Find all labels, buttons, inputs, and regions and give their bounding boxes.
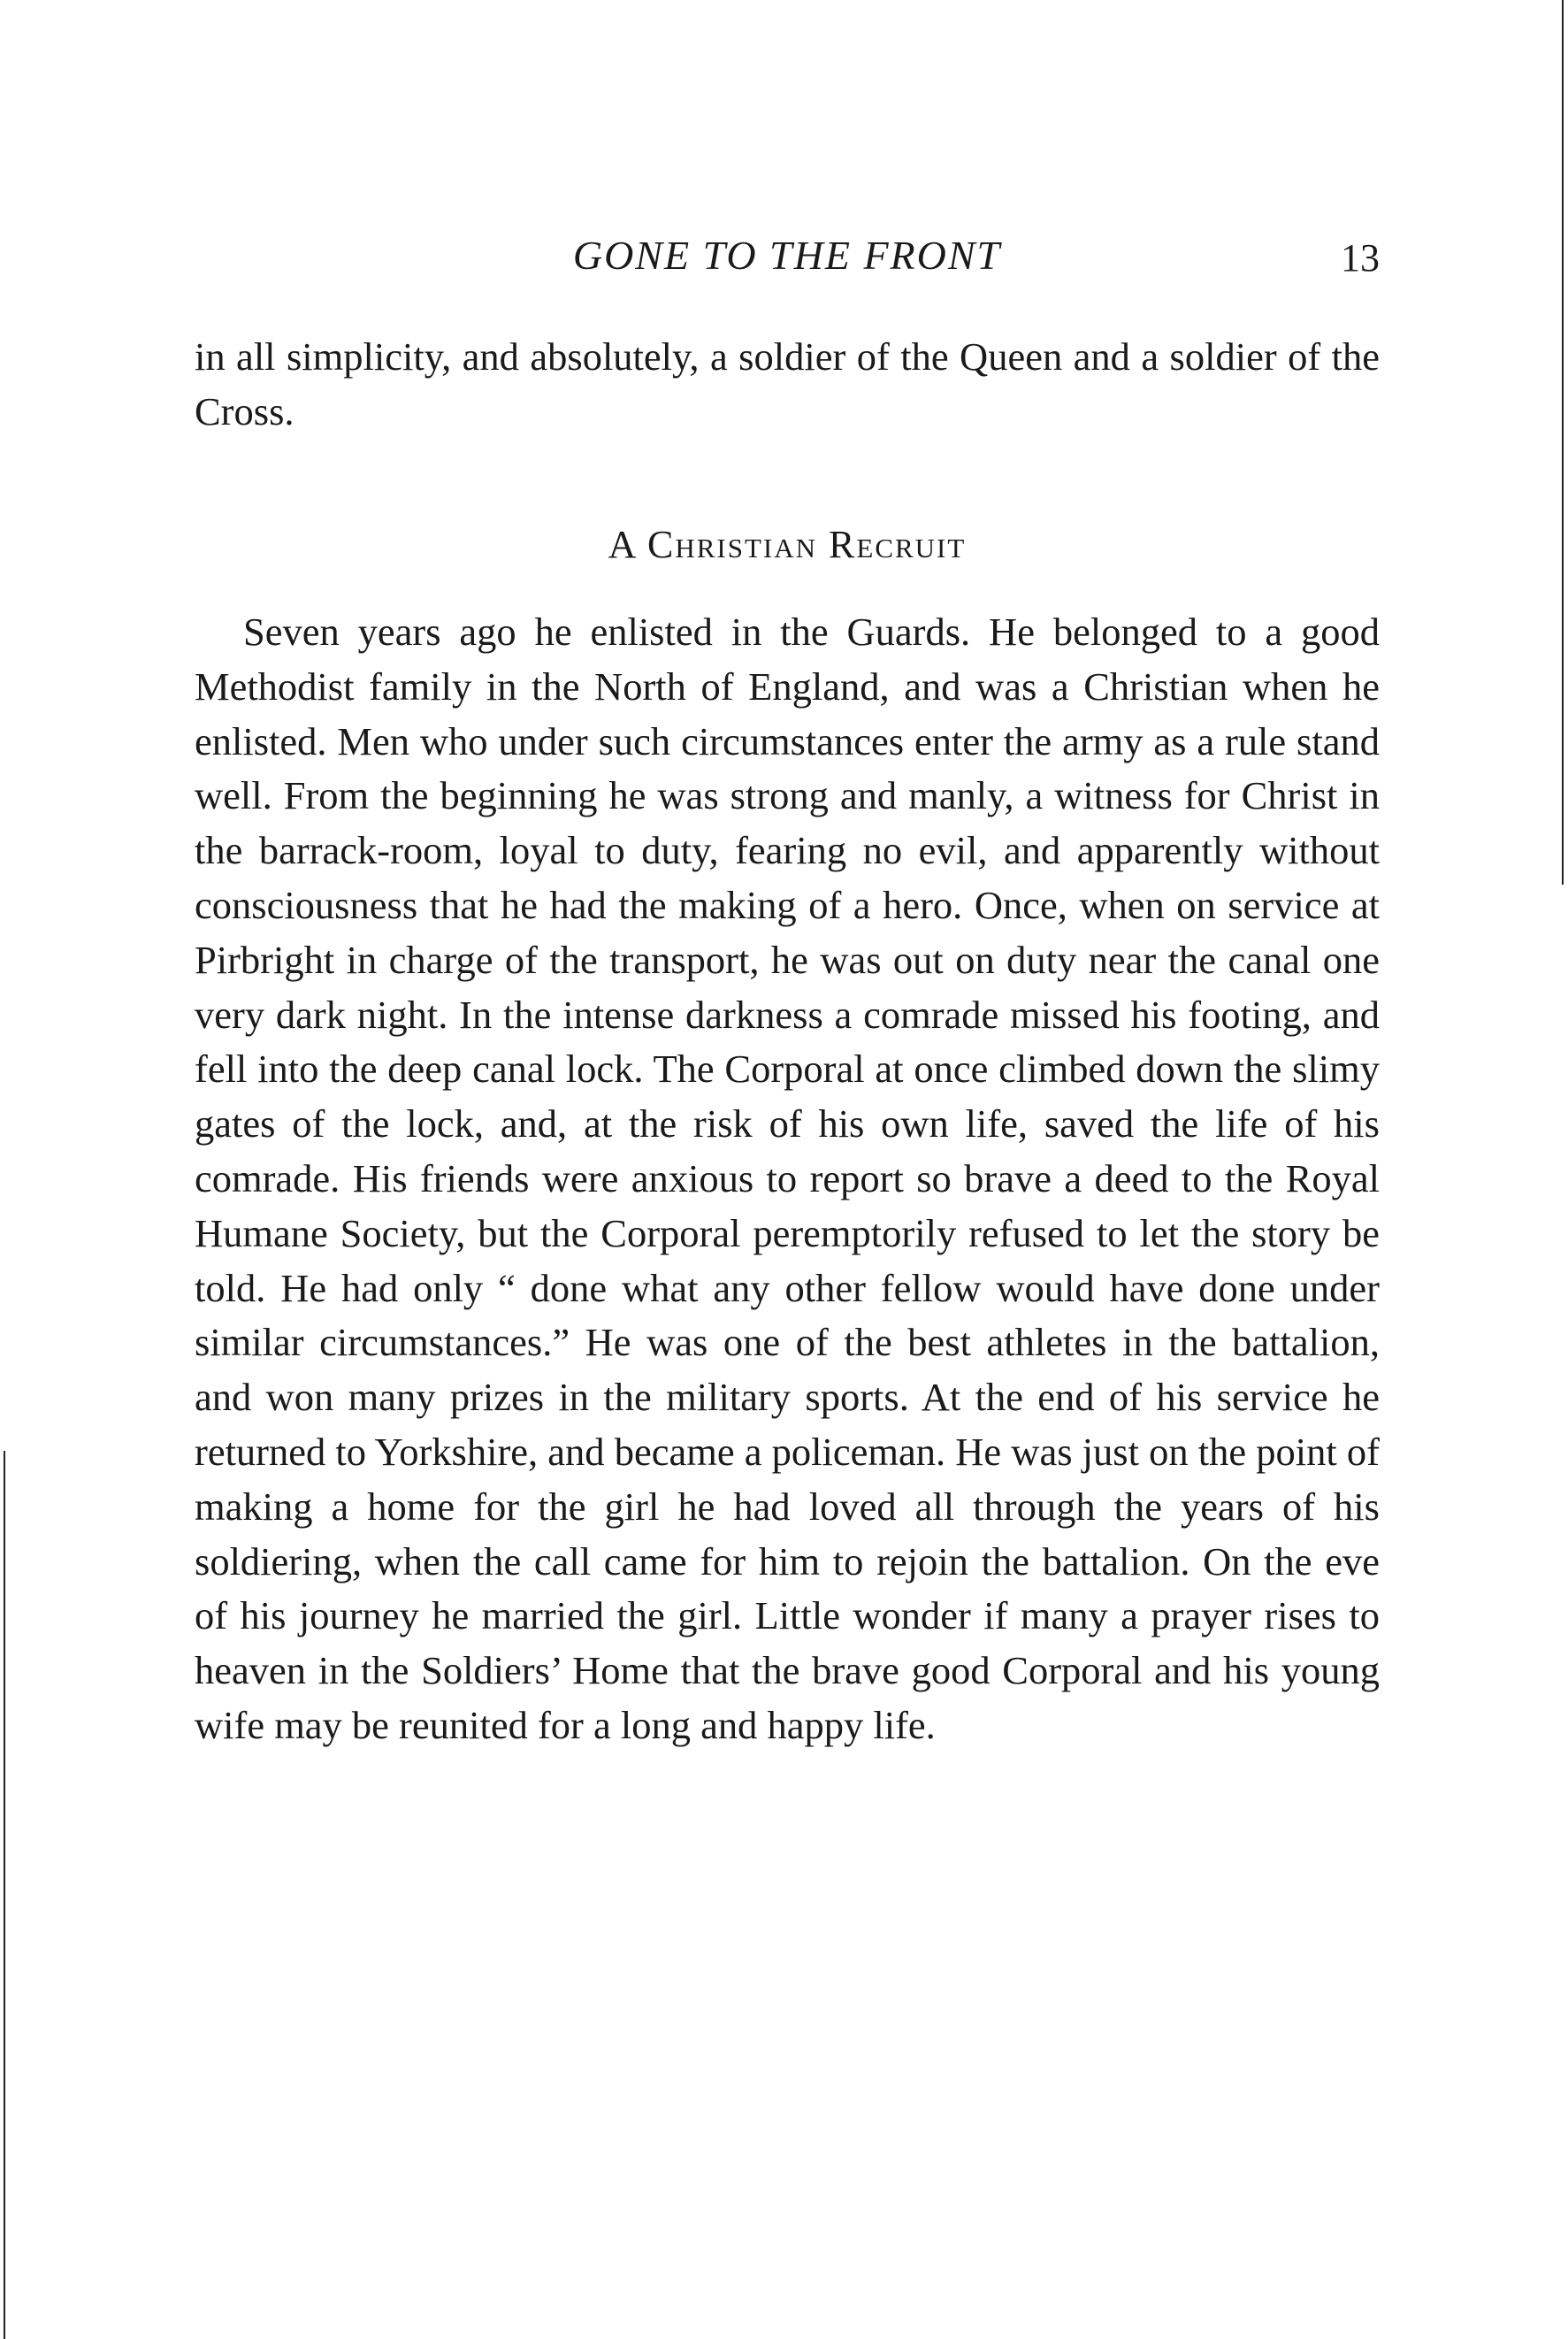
opening-text: in all simplicity, and absolutely, a soldier of the Queen and a soldier of the Cross. (195, 334, 1380, 433)
body-paragraph: Seven years ago he enlisted in the Guards. He belonged to a good Methodist family in the North of England, and was a Christian when he enlisted. Men who under such circumstances enter the army as a rule stand well. From the beginning he was strong and manly, a witness for Christ in the barrack-room, loyal to duty, fearing no evil, and apparently without consciousness that he had the making of a hero. Once, when on service at Pirbright in charge of the transport, he was out on duty near the canal one very dark night. In the intense darkness a comrade missed his footing, and fell into the deep canal lock. The Corporal at once climbed down the slimy gates of the lock, and, at the risk of his own life, saved the life of his comrade. His friends were anxious to report so brave a deed to the Royal Humane Society, but the Corporal peremptorily refused to let the story be told. He had only “ done what any other fellow would have done under similar circumstances.” He was one of the best athletes in the battalion, and won many prizes in the military sports. At the end of his service he returned to Yorkshire, and became a policeman. He was just on the point of making a home for the girl he had loved all through the years of his soldiering, when the call came for him to rejoin the battalion. On the eve of his journey he married the girl. Little wonder if many a prayer rises to heaven in the Soldiers’ Home that the brave good Corporal and his young wife may be reunited for a long and happy life. (195, 610, 1380, 1747)
running-title: GONE TO THE FRONT (572, 233, 1002, 278)
section-heading: A Christian Recruit (608, 523, 967, 566)
page-edge-line-right (1562, 0, 1564, 885)
page-number: 13 (1341, 236, 1380, 280)
page-edge-line-left (4, 1451, 5, 2339)
running-head (195, 232, 1380, 285)
